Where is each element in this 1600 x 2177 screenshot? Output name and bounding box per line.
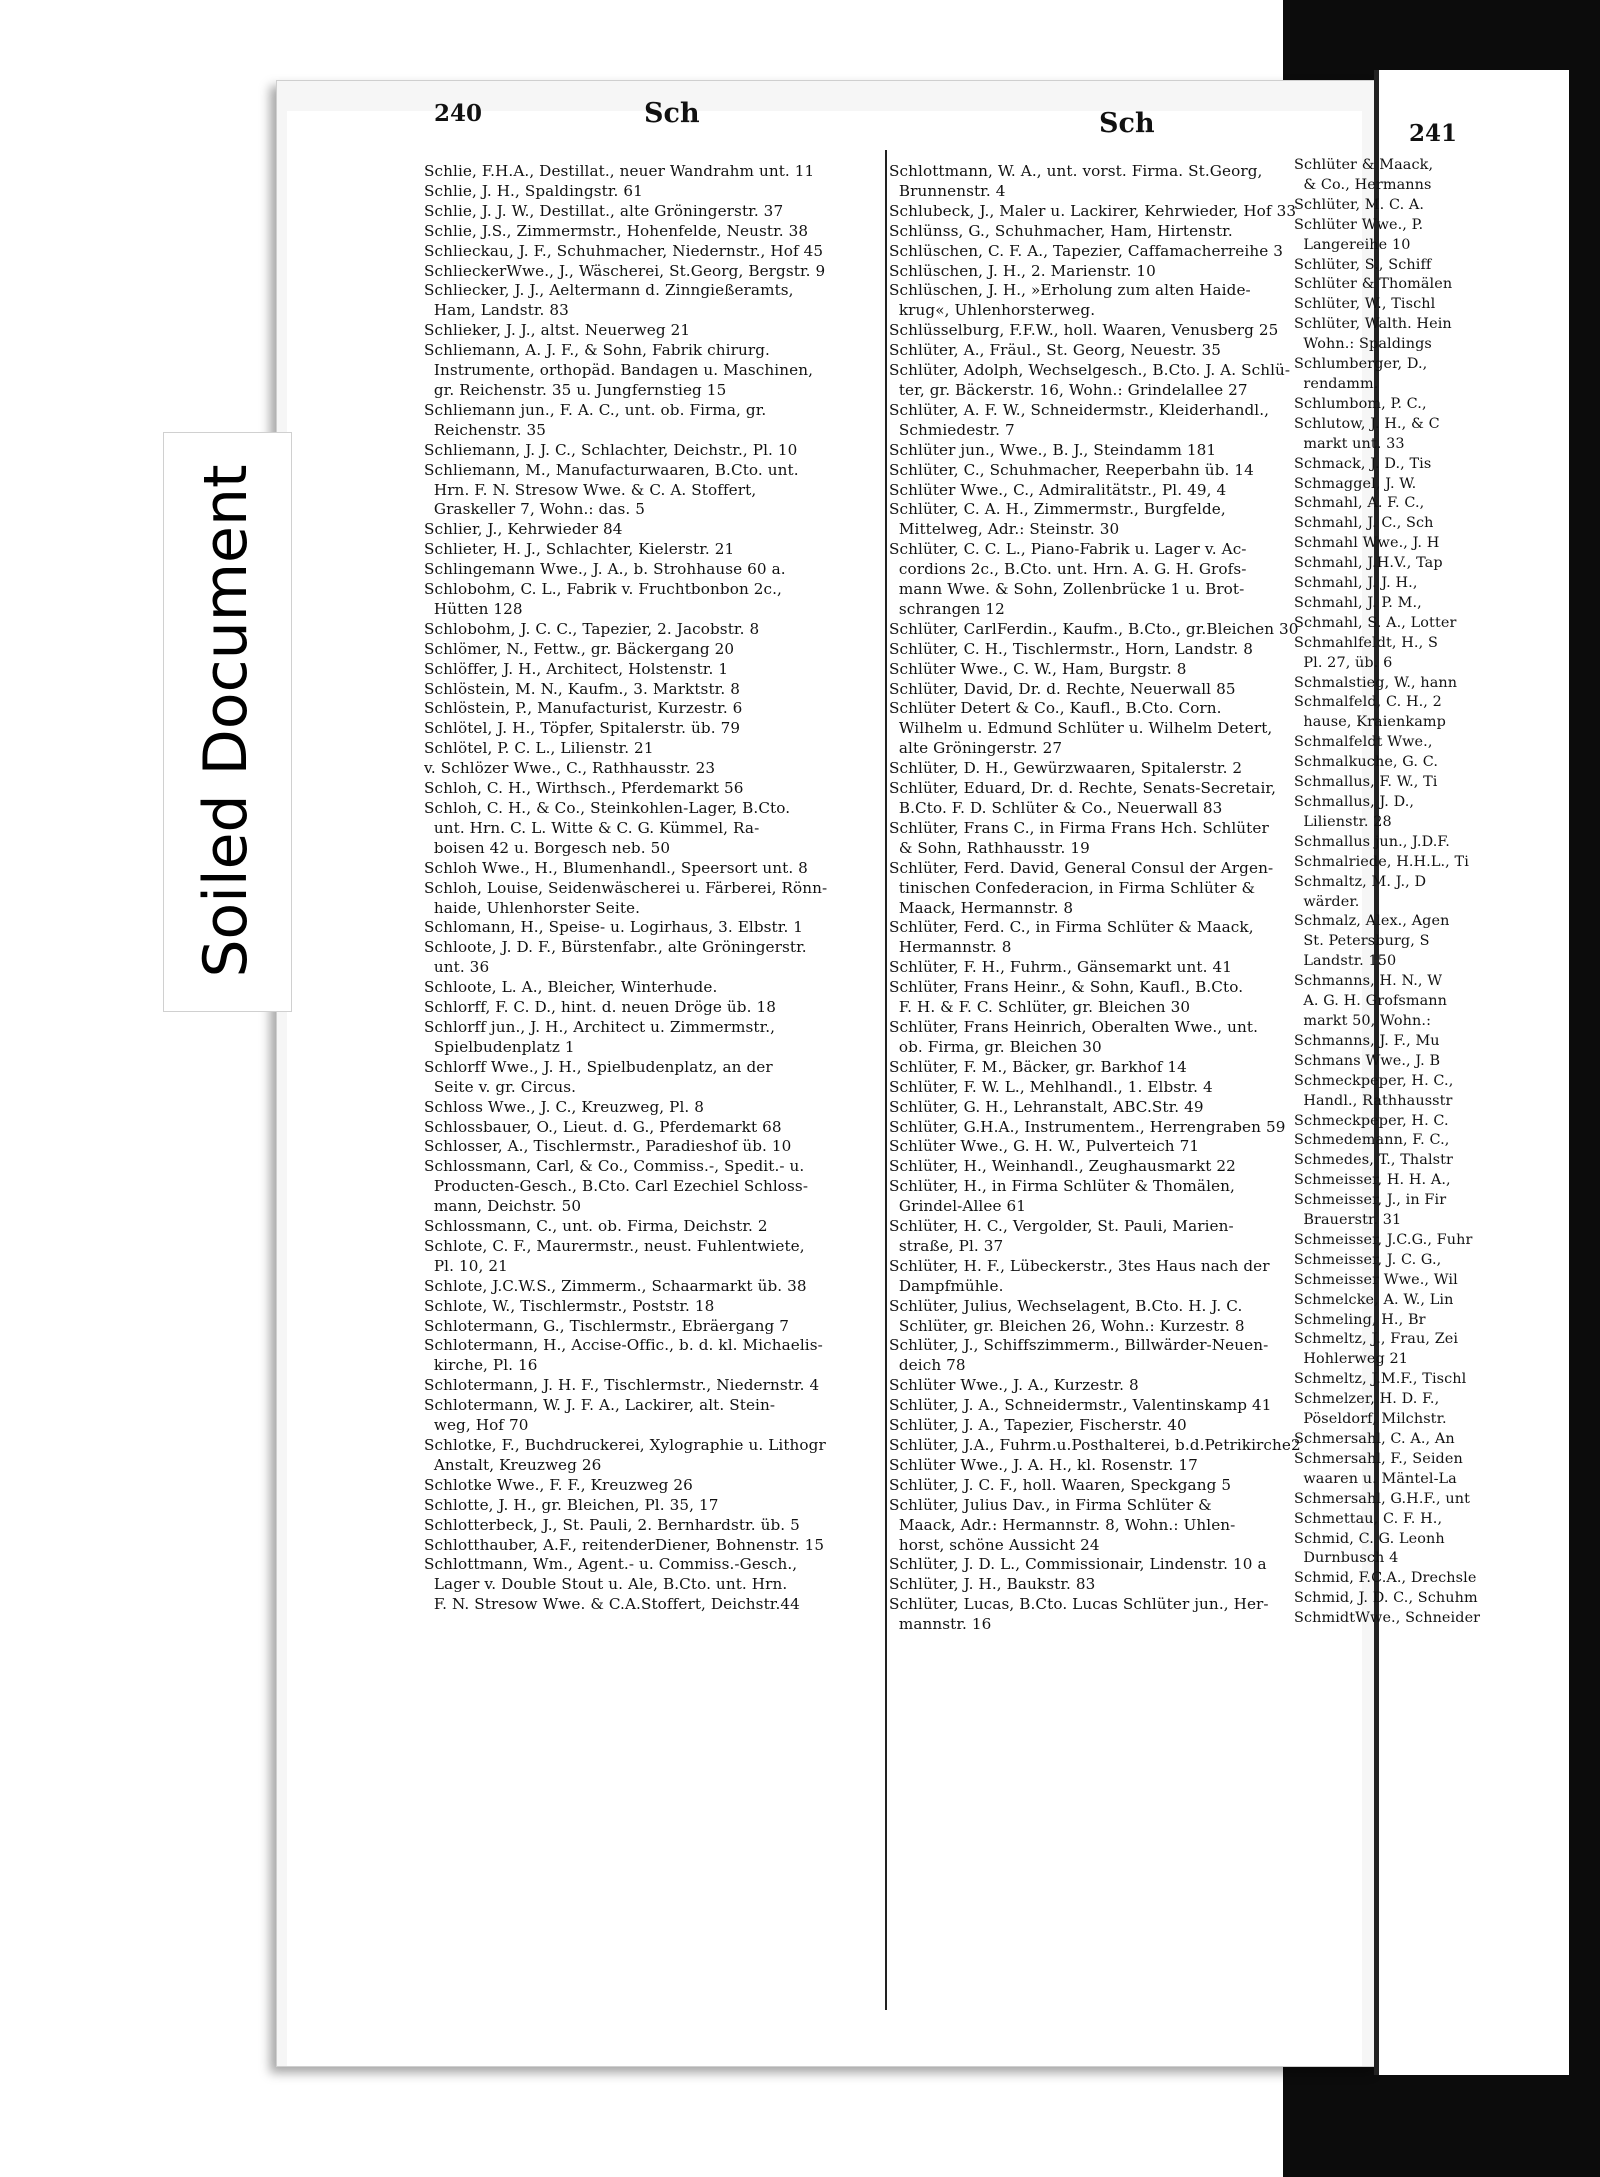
directory-entry: Spielbudenplatz 1 <box>424 1037 575 1056</box>
directory-entry: Schlüter Wwe., C., Admiralitätstr., Pl. 49, 4 <box>889 480 1227 499</box>
directory-entry: Schlie, F.H.A., Destillat., neuer Wandrahm unt. 11 <box>424 162 815 180</box>
directory-entry: Schlotermann, G., Tischlermstr., Ebräergang 7 <box>424 1316 789 1335</box>
directory-entry: Schmahl, J. J. H., <box>1294 575 1418 592</box>
directory-entry: Schlüsselburg, F.F.W., holl. Waaren, Venusberg 25 <box>889 321 1279 340</box>
directory-entry: Schmanns, H. N., W <box>1294 973 1443 990</box>
directory-entry: weg, Hof 70 <box>424 1416 529 1435</box>
directory-entry: Schlüter, F. H., Fuhrm., Gänsemarkt unt. 41 <box>889 958 1233 977</box>
directory-column-1 <box>424 162 886 2042</box>
directory-entry: Schlüschen, C. F. A., Tapezier, Caffamacherreihe 3 <box>889 241 1283 260</box>
directory-entry: Schlubeck, J., Maler u. Lackirer, Kehrwieder, Hof 33 <box>889 201 1297 220</box>
directory-entry: Schlüter, C. H., Tischlermstr., Horn, Landstr. 8 <box>889 639 1254 658</box>
directory-entry: Hermannstr. 8 <box>889 938 1012 957</box>
directory-entry: Pöseldorf, Milchstr. <box>1294 1411 1447 1428</box>
directory-entry: Instrumente, orthopäd. Bandagen u. Maschinen, <box>424 361 814 380</box>
directory-entry: Producten-Gesch., B.Cto. Carl Ezechiel Schloss- <box>424 1177 809 1196</box>
directory-entry: Schmanns, J. F., Mu <box>1294 1032 1440 1049</box>
directory-entry: Schlossmann, Carl, & Co., Commiss.-, Spedit.- u. <box>424 1157 805 1176</box>
page-number-left: 240 <box>434 100 483 127</box>
directory-entry: Schmalriede, H.H.L., Ti <box>1294 853 1469 870</box>
directory-entry: Schmeisser, J.C.G., Fuhr <box>1294 1231 1473 1248</box>
directory-entry: Schmallus jun., J.D.F. <box>1294 833 1450 850</box>
directory-entry: Schliemann jun., F. A. C., unt. ob. Firma, gr. <box>424 400 767 419</box>
directory-entry: Schlotke Wwe., F. F., Kreuzweg 26 <box>424 1475 693 1494</box>
directory-entry: Wohn.: Spaldings <box>1294 336 1432 353</box>
directory-entry: Schlöffer, J. H., Architect, Holstenstr. 1 <box>424 659 729 678</box>
directory-entry: Schlötel, P. C. L., Lilienstr. 21 <box>424 739 654 758</box>
directory-entry: Schmahl, S. A., Lotter <box>1294 614 1457 631</box>
directory-entry: Schmersahl, G.H.F., unt <box>1294 1490 1470 1507</box>
directory-entry: wärder. <box>1294 893 1360 910</box>
directory-entry: Schlüter, W., Tischl <box>1294 296 1436 313</box>
directory-entry: mannstr. 16 <box>889 1615 992 1634</box>
directory-entry: Anstalt, Kreuzweg 26 <box>424 1455 602 1474</box>
directory-entry: Schmaltz, M. J., D <box>1294 873 1427 890</box>
directory-entry: Schmeckpeper, H. C., <box>1294 1072 1454 1089</box>
directory-entry: Schlossmann, C., unt. ob. Firma, Deichstr. 2 <box>424 1217 768 1236</box>
directory-entry: Schlüter, Ferd. C., in Firma Schlüter & Maack, <box>889 918 1254 937</box>
directory-entry: Lilienstr. 28 <box>1294 813 1392 830</box>
directory-entry: Schlieter, H. J., Schlachter, Kielerstr. 21 <box>424 540 735 559</box>
directory-entry: B.Cto. F. D. Schlüter & Co., Neuerwall 83 <box>889 799 1223 817</box>
directory-entry: markt unt. 33 <box>1294 435 1405 452</box>
directory-entry: Schlüter Wwe., J. A. H., kl. Rosenstr. 17 <box>889 1455 1198 1474</box>
directory-entry: ob. Firma, gr. Bleichen 30 <box>889 1037 1102 1056</box>
open-book <box>276 70 1481 2075</box>
directory-entry: Schlosser, A., Tischlermstr., Paradieshof üb. 10 <box>424 1137 792 1156</box>
directory-entry: Schlöstein, P., Manufacturist, Kurzestr. 6 <box>424 699 743 718</box>
directory-entry: Schloote, L. A., Bleicher, Winterhude. <box>424 978 718 997</box>
directory-entry: Schlüter jun., Wwe., B. J., Steindamm 181 <box>889 440 1217 459</box>
directory-entry: Schmeling, H., Br <box>1294 1311 1426 1328</box>
directory-entry: unt. 36 <box>424 958 490 977</box>
directory-entry: Schlömer, N., Fettw., gr. Bäckergang 20 <box>424 639 735 658</box>
directory-entry: v. Schlözer Wwe., C., Rathhausstr. 23 <box>424 759 716 778</box>
directory-entry: Schlüschen, J. H., »Erholung zum alten Haide- <box>889 281 1251 300</box>
directory-entry: Schlüter, Julius Dav., in Firma Schlüter & <box>889 1495 1212 1514</box>
directory-entry: Schlüter, Eduard, Dr. d. Rechte, Senats-Secretair, <box>889 779 1277 798</box>
directory-entry: boisen 42 u. Borgesch neb. 50 <box>424 838 671 857</box>
directory-entry: unt. Hrn. C. L. Witte & C. G. Kümmel, Ra- <box>424 818 760 837</box>
directory-entry: Schmedemann, F. C., <box>1294 1132 1450 1149</box>
directory-entry: Schlüter, D. H., Gewürzwaaren, Spitalerstr. 2 <box>889 759 1243 778</box>
directory-entry: Schloh Wwe., H., Blumenhandl., Speersort unt. 8 <box>424 858 808 877</box>
directory-entry: horst, schöne Aussicht 24 <box>889 1535 1100 1554</box>
directory-entry: SchlieckerWwe., J., Wäscherei, St.Georg, Bergstr. 9 <box>424 261 826 280</box>
directory-entry: Landstr. 150 <box>1294 953 1397 970</box>
directory-entry: Schmahlfeldt, H., S <box>1294 634 1438 651</box>
directory-entry: Schloh, C. H., & Co., Steinkohlen-Lager, B.Cto. <box>424 799 791 817</box>
directory-entry: Schlotthauber, A.F., reitenderDiener, Bohnenstr. 15 <box>424 1535 825 1554</box>
directory-entry: Schlorff Wwe., J. H., Spielbudenplatz, an der <box>424 1057 773 1076</box>
directory-entry: Schlüter, H. F., Lübeckerstr., 3tes Haus nach der <box>889 1256 1270 1275</box>
directory-entry: Schlüter, C. A. H., Zimmermstr., Burgfelde, <box>889 500 1226 519</box>
directory-entry: St. Petersburg, S <box>1294 933 1430 950</box>
directory-entry: Schlüter, S., Schiff <box>1294 256 1432 273</box>
directory-entry: Schlie, J. H., Spaldingstr. 61 <box>424 181 643 200</box>
directory-entry: & Sohn, Rathhausstr. 19 <box>889 838 1090 857</box>
directory-entry: Schlotte, J. H., gr. Bleichen, Pl. 35, 17 <box>424 1495 719 1514</box>
directory-entry: tinischen Confederacion, in Firma Schlüter & <box>889 878 1256 897</box>
directory-entry: Schmalkuche, G. C. <box>1294 754 1438 771</box>
directory-entry: Schmalfeldt Wwe., <box>1294 734 1433 751</box>
directory-entry: Schlüter, A., Fräul., St. Georg, Neuestr. 35 <box>889 341 1222 360</box>
directory-entry: Schloh, Louise, Seidenwäscherei u. Färberei, Rönn- <box>424 878 828 897</box>
directory-entry: Schlüter, Frans Heinr., & Sohn, Kaufl., B.Cto. <box>889 978 1244 997</box>
directory-entry: Schlüter & Thomälen <box>1294 276 1453 293</box>
directory-entry: Schlünss, G., Schuhmacher, Ham, Hirtenstr. <box>889 221 1233 240</box>
directory-entry: Schmeisser Wwe., Wil <box>1294 1271 1458 1288</box>
directory-entry: Schliemann, J. J. C., Schlachter, Deichstr., Pl. 10 <box>424 440 798 459</box>
directory-entry: Schlorff jun., J. H., Architect u. Zimmermstr., <box>424 1017 776 1036</box>
directory-entry: Schlottmann, Wm., Agent.- u. Commiss.-Gesch., <box>424 1555 798 1574</box>
directory-entry: Seite v. gr. Circus. <box>424 1077 577 1096</box>
directory-entry: Lager v. Double Stout u. Ale, B.Cto. unt. Hrn. <box>424 1575 788 1594</box>
directory-entry: mann, Deichstr. 50 <box>424 1197 582 1216</box>
directory-entry: Schlötel, J. H., Töpfer, Spitalerstr. üb. 79 <box>424 719 741 738</box>
directory-entry: Schmedes, T., Thalstr <box>1294 1152 1454 1169</box>
directory-entry: alte Gröningerstr. 27 <box>889 739 1063 758</box>
directory-entry: Schlüter, Ferd. David, General Consul der Argen- <box>889 858 1274 877</box>
directory-entry: Schmeisser, J. C. G., <box>1294 1251 1442 1268</box>
directory-entry: mann Wwe. & Sohn, Zollenbrücke 1 u. Brot- <box>889 580 1245 599</box>
directory-entry: straße, Pl. 37 <box>889 1236 1004 1255</box>
directory-entry: Schlüter, H., in Firma Schlüter & Thomälen, <box>889 1177 1235 1196</box>
directory-entry: Pl. 10, 21 <box>424 1256 508 1275</box>
directory-entry: Reichenstr. 35 <box>424 420 547 439</box>
directory-entry: SchmidtWwe., Schneider <box>1294 1610 1481 1627</box>
directory-entry: Schmelcke, A. W., Lin <box>1294 1291 1454 1308</box>
directory-entry: Schmahl, J. C., Sch <box>1294 515 1434 532</box>
directory-entry: Schlote, J.C.W.S., Zimmerm., Schaarmarkt üb. 38 <box>424 1276 807 1295</box>
directory-entry: Schmeisser, H. H. A., <box>1294 1172 1451 1189</box>
directory-entry: Schmeltz, J.M.F., Tischl <box>1294 1371 1467 1388</box>
directory-entry: Schloh, C. H., Wirthsch., Pferdemarkt 56 <box>424 779 744 798</box>
directory-entry: Schlier, J., Kehrwieder 84 <box>424 520 623 539</box>
directory-entry: Schmans Wwe., J. B <box>1294 1052 1441 1069</box>
directory-entry: Brauerstr. 31 <box>1294 1212 1402 1229</box>
directory-entry: Schlotke, F., Buchdruckerei, Xylographie u. Lithogr <box>424 1436 826 1454</box>
directory-entry: Maack, Hermannstr. 8 <box>889 898 1074 917</box>
directory-entry: Schlüter, David, Dr. d. Rechte, Neuerwall 85 <box>889 679 1236 698</box>
directory-entry: F. H. & F. C. Schlüter, gr. Bleichen 30 <box>889 998 1191 1017</box>
directory-entry: Schmalz, Alex., Agen <box>1294 913 1450 930</box>
directory-entry: Schlüter Wwe., P. <box>1294 216 1424 233</box>
directory-entry: Schlieckau, J. F., Schuhmacher, Niedernstr., Hof 45 <box>424 241 824 260</box>
directory-entry: Schlüter, gr. Bleichen 26, Wohn.: Kurzestr. 8 <box>889 1316 1245 1335</box>
directory-entry: Schliemann, M., Manufacturwaaren, B.Cto. unt. <box>424 460 799 479</box>
directory-entry: Schlüter, Lucas, B.Cto. Lucas Schlüter jun., Her- <box>889 1595 1269 1614</box>
directory-entry: Schlüter Wwe., J. A., Kurzestr. 8 <box>889 1376 1139 1395</box>
directory-entry: Schlüter, J., Schiffszimmerm., Billwärder-Neuen- <box>889 1336 1269 1355</box>
directory-entry: Schlüter, H. C., Vergolder, St. Pauli, Marien- <box>889 1217 1234 1236</box>
page-number-right: 241 <box>1409 120 1458 147</box>
directory-entry: Schlüter, H., Weinhandl., Zeughausmarkt 22 <box>889 1157 1236 1176</box>
directory-entry: Schmallus, J. D., <box>1294 794 1415 810</box>
directory-entry: krug«, Uhlenhorsterweg. <box>889 301 1096 320</box>
directory-entry: waaren u. Mäntel-La <box>1294 1470 1457 1487</box>
directory-entry: Schlüter, A. F. W., Schneidermstr., Kleiderhandl., <box>889 400 1270 419</box>
directory-column-3 <box>1294 156 1549 2036</box>
directory-entry: Schlomann, H., Speise- u. Logirhaus, 3. Elbstr. 1 <box>424 918 804 937</box>
running-head-right: Sch <box>1099 108 1155 139</box>
directory-entry: Schlutow, J. H., & C <box>1294 415 1440 432</box>
directory-entry: Schlobohm, J. C. C., Tapezier, 2. Jacobstr. 8 <box>424 619 760 638</box>
directory-entry: F. N. Stresow Wwe. & C.A.Stoffert, Deichstr.44 <box>424 1595 800 1614</box>
directory-entry: A. G. H. Grofsmann <box>1294 993 1448 1010</box>
directory-entry: Schlüter Wwe., C. W., Ham, Burgstr. 8 <box>889 659 1187 678</box>
directory-entry: Schmiedestr. 7 <box>889 420 1015 439</box>
directory-entry: Schlorff, F. C. D., hint. d. neuen Dröge üb. 18 <box>424 998 776 1017</box>
directory-entry: Schlie, J.S., Zimmermstr., Hohenfelde, Neustr. 38 <box>424 221 809 240</box>
directory-entry: Schloote, J. D. F., Bürstenfabr., alte Gröningerstr. <box>424 938 807 957</box>
directory-entry: Schmid, C. G. Leonh <box>1294 1530 1445 1547</box>
directory-entry: Schlottmann, W. A., unt. vorst. Firma. St.Georg, <box>889 162 1263 180</box>
directory-entry: hause, Kraienkamp <box>1294 714 1446 731</box>
directory-entry: Schlüter, G.H.A., Instrumentem., Herrengraben 59 <box>889 1117 1286 1136</box>
directory-entry: Schmettau, C. F. H., <box>1294 1510 1443 1527</box>
directory-entry: gr. Reichenstr. 35 u. Jungfernstieg 15 <box>424 380 727 399</box>
directory-entry: Schliecker, J. J., Aeltermann d. Zinngießeramts, <box>424 281 794 300</box>
soiled-document-stamp: Soiled Document <box>191 464 261 978</box>
directory-entry: Schmallus, F. W., Ti <box>1294 774 1438 791</box>
directory-entry: Schlotterbeck, J., St. Pauli, 2. Bernhardstr. üb. 5 <box>424 1515 800 1534</box>
directory-entry: Schlüter, J. C. F., holl. Waaren, Speckgang 5 <box>889 1475 1232 1494</box>
directory-entry: Schlotermann, J. H. F., Tischlermstr., Niedernstr. 4 <box>424 1376 820 1395</box>
directory-entry: Schmahl Wwe., J. H <box>1294 535 1440 552</box>
directory-entry: Hütten 128 <box>424 599 523 618</box>
directory-entry: Schmahl, J. P. M., <box>1294 594 1422 611</box>
directory-entry: Schloss Wwe., J. C., Kreuzweg, Pl. 8 <box>424 1097 705 1116</box>
directory-entry: Schlotermann, W. J. F. A., Lackirer, alt. Stein- <box>424 1396 776 1415</box>
directory-entry: Schlotermann, H., Accise-Offic., b. d. kl. Michaelis- <box>424 1336 823 1355</box>
directory-entry: Schmaggel, J. W. <box>1294 475 1417 492</box>
directory-entry: Schmelzer, H. D. F., <box>1294 1391 1440 1408</box>
directory-entry: Schlüter, C. C. L., Piano-Fabrik u. Lager v. Ac- <box>889 540 1247 559</box>
directory-entry: Schlüter, G. H., Lehranstalt, ABC.Str. 49 <box>889 1097 1204 1116</box>
directory-entry: Schlüter, Frans Heinrich, Oberalten Wwe., unt. <box>889 1017 1259 1036</box>
directory-entry: Schlumbom, P. C., <box>1294 395 1427 412</box>
directory-entry: Schlüter, Frans C., in Firma Frans Hch. Schlüter <box>889 818 1269 837</box>
directory-entry: Hrn. F. N. Stresow Wwe. & C. A. Stoffert, <box>424 480 757 499</box>
directory-entry: Schmeisser, J., in Fir <box>1294 1192 1447 1209</box>
directory-entry: Schlüter, C., Schuhmacher, Reeperbahn üb. 14 <box>889 460 1254 479</box>
directory-entry: Handl., Rathhausstr <box>1294 1092 1453 1109</box>
directory-entry: Schlossbauer, O., Lieut. d. G., Pferdemarkt 68 <box>424 1117 782 1136</box>
directory-entry: rendamm. <box>1294 375 1379 392</box>
directory-entry: Schmeckpeper, H. C. <box>1294 1112 1449 1129</box>
directory-entry: Schlie, J. J. W., Destillat., alte Gröningerstr. 37 <box>424 201 784 220</box>
directory-entry: & Co., Hermanns <box>1294 176 1432 193</box>
directory-entry: Brunnenstr. 4 <box>889 181 1006 200</box>
directory-entry: Schlüter, F. W. L., Mehlhandl., 1. Elbstr. 4 <box>889 1077 1213 1096</box>
directory-entry: schrangen 12 <box>889 599 1005 618</box>
directory-entry: Schlobohm, C. L., Fabrik v. Fruchtbonbon 2c., <box>424 580 782 599</box>
directory-entry: Durnbusch 4 <box>1294 1550 1399 1567</box>
directory-entry: Pl. 27, üb. 6 <box>1294 654 1393 671</box>
directory-entry: Schmahl, J.H.V., Tap <box>1294 555 1443 572</box>
directory-entry: Schlüter, J.A., Fuhrm.u.Posthalterei, b.d.Petrikirche2 <box>889 1436 1301 1454</box>
directory-entry: Dampfmühle. <box>889 1276 1004 1295</box>
directory-entry: Schlüter, F. M., Bäcker, gr. Barkhof 14 <box>889 1057 1187 1076</box>
directory-entry: Schlüter, J. D. L., Commissionair, Lindenstr. 10 a <box>889 1555 1267 1574</box>
directory-entry: Schlüter, J. A., Tapezier, Fischerstr. 40 <box>889 1416 1187 1435</box>
directory-entry: cordions 2c., B.Cto. unt. Hrn. A. G. H. Grofs- <box>889 560 1247 579</box>
directory-entry: Schmid, J. D. C., Schuhm <box>1294 1590 1478 1607</box>
directory-entry: haide, Uhlenhorster Seite. <box>424 898 641 917</box>
directory-entry: Schlüschen, J. H., 2. Marienstr. 10 <box>889 261 1156 280</box>
directory-entry: Langereihe 10 <box>1294 236 1411 253</box>
directory-entry: Schmack, J. D., Tis <box>1294 455 1432 472</box>
directory-entry: Schlieker, J. J., altst. Neuerweg 21 <box>424 321 691 340</box>
directory-entry: Schlumberger, D., <box>1294 356 1428 373</box>
directory-entry: Schliemann, A. J. F., & Sohn, Fabrik chirurg. <box>424 341 770 360</box>
directory-entry: Schlingemann Wwe., J. A., b. Strohhause 60 a. <box>424 560 786 579</box>
directory-entry: markt 50, Wohn.: <box>1294 1012 1432 1029</box>
directory-entry: Schmalstieg, W., hann <box>1294 674 1458 691</box>
directory-entry: Graskeller 7, Wohn.: das. 5 <box>424 500 646 519</box>
directory-entry: Schmalfeld, C. H., 2 <box>1294 694 1442 711</box>
directory-entry: Schlüter Wwe., G. H. W., Pulverteich 71 <box>889 1137 1200 1156</box>
directory-entry: kirche, Pl. 16 <box>424 1356 538 1375</box>
directory-entry: Schlüter, Walth. Hein <box>1294 316 1452 333</box>
directory-entry: Schmersahl, C. A., An <box>1294 1431 1455 1447</box>
directory-entry: Schmeltz, J., Frau, Zei <box>1294 1331 1459 1348</box>
directory-entry: Schlüter, J. H., Baukstr. 83 <box>889 1575 1096 1594</box>
directory-entry: Schlüter, J. A., Schneidermstr., Valentinskamp 41 <box>889 1396 1272 1415</box>
directory-entry: Schmahl, A. F. C., <box>1294 495 1425 512</box>
directory-entry: ter, gr. Bäckerstr. 16, Wohn.: Grindelallee 27 <box>889 380 1248 399</box>
directory-entry: Schlüter, M. C. A. <box>1294 196 1425 213</box>
directory-entry: Schlüter Detert & Co., Kaufl., B.Cto. Corn. <box>889 699 1222 718</box>
directory-entry: Maack, Adr.: Hermannstr. 8, Wohn.: Uhlen- <box>889 1515 1236 1534</box>
directory-entry: Schlüter, Adolph, Wechselgesch., B.Cto. J. A. Schlü- <box>889 361 1291 380</box>
directory-entry: Schlüter & Maack, <box>1294 157 1434 173</box>
directory-entry: Schlöstein, M. N., Kaufm., 3. Marktstr. 8 <box>424 679 740 698</box>
directory-entry: Wilhelm u. Edmund Schlüter u. Wilhelm Detert, <box>889 719 1273 738</box>
directory-entry: Grindel-Allee 61 <box>889 1197 1026 1216</box>
directory-entry: Schlote, C. F., Maurermstr., neust. Fuhlentwiete, <box>424 1236 805 1255</box>
directory-entry: Schlüter, CarlFerdin., Kaufm., B.Cto., gr.Bleichen 30 <box>889 619 1299 638</box>
directory-column-2 <box>889 162 1351 2042</box>
directory-entry: Mittelweg, Adr.: Steinstr. 30 <box>889 520 1120 539</box>
directory-entry: Hohlerweg 21 <box>1294 1351 1408 1368</box>
directory-entry: Schlote, W., Tischlermstr., Poststr. 18 <box>424 1296 715 1315</box>
directory-entry: deich 78 <box>889 1356 966 1375</box>
directory-entry: Schmersahl, F., Seiden <box>1294 1450 1463 1467</box>
running-head-left: Sch <box>644 98 700 129</box>
directory-entry: Schmid, F.C.A., Drechsle <box>1294 1570 1477 1587</box>
directory-entry: Schlüter, Julius, Wechselagent, B.Cto. H. J. C. <box>889 1296 1243 1315</box>
directory-entry: Ham, Landstr. 83 <box>424 301 569 320</box>
